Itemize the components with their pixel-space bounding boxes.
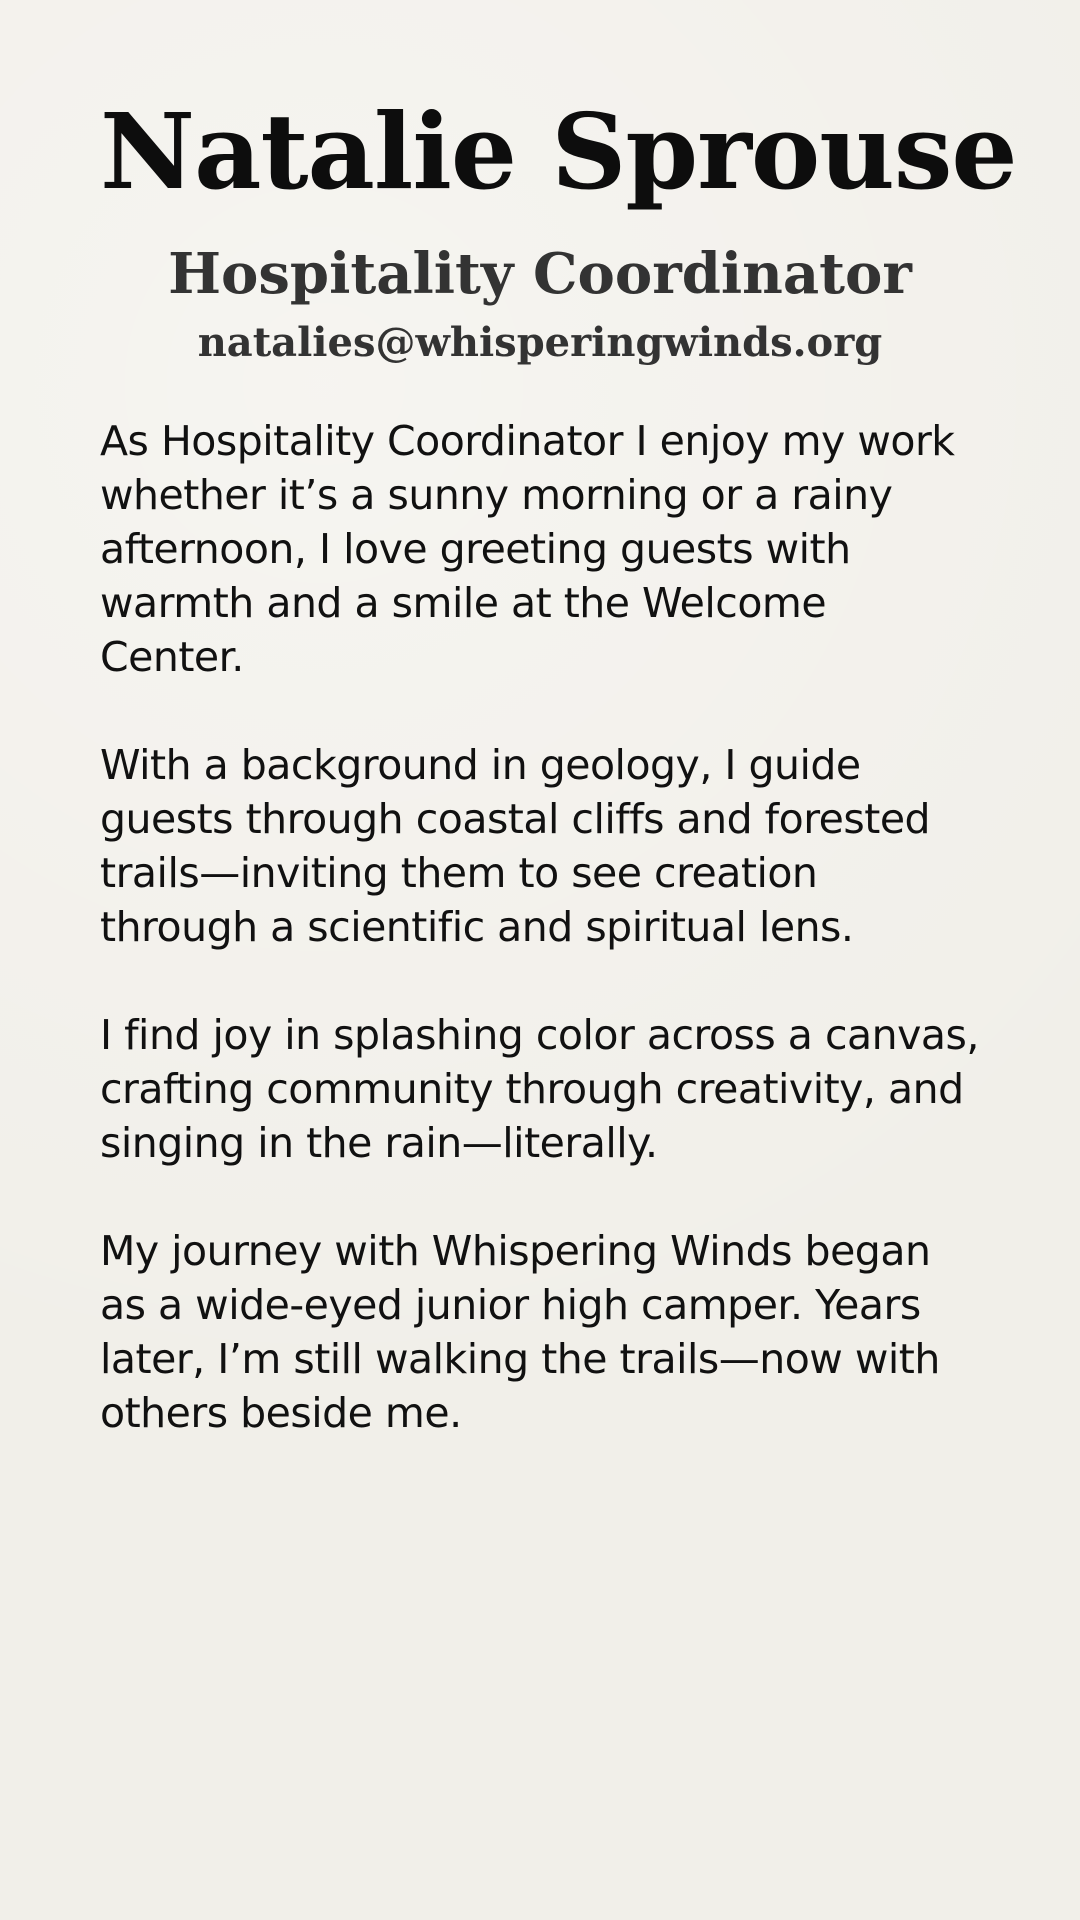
email-address: natalies@whisperingwinds.org	[197, 319, 883, 366]
bio-paragraph: I find joy in splashing color across a canvas, crafting community through creativity, and singing in the rain—literally.	[100, 1011, 979, 1167]
bio-paragraph: With a background in geology, I guide guests through coastal cliffs and forested trails—inviting them to see creation through a scientific and spiritual lens.	[100, 741, 931, 951]
job-title: Hospitality Coordinator	[168, 241, 912, 307]
staff-name: Natalie Sprouse	[100, 90, 1017, 213]
bio-paragraph: My journey with Whispering Winds began as a wide-eyed junior high camper. Years later, I’m still walking the trails—now with others beside me.	[100, 1227, 940, 1437]
bio-paragraph: As Hospitality Coordinator I enjoy my work whether it’s a sunny morning or a rainy afternoon, I love greeting guests with warmth and a smile at the Welcome Center.	[100, 417, 955, 681]
bio-section	[100, 414, 980, 1440]
